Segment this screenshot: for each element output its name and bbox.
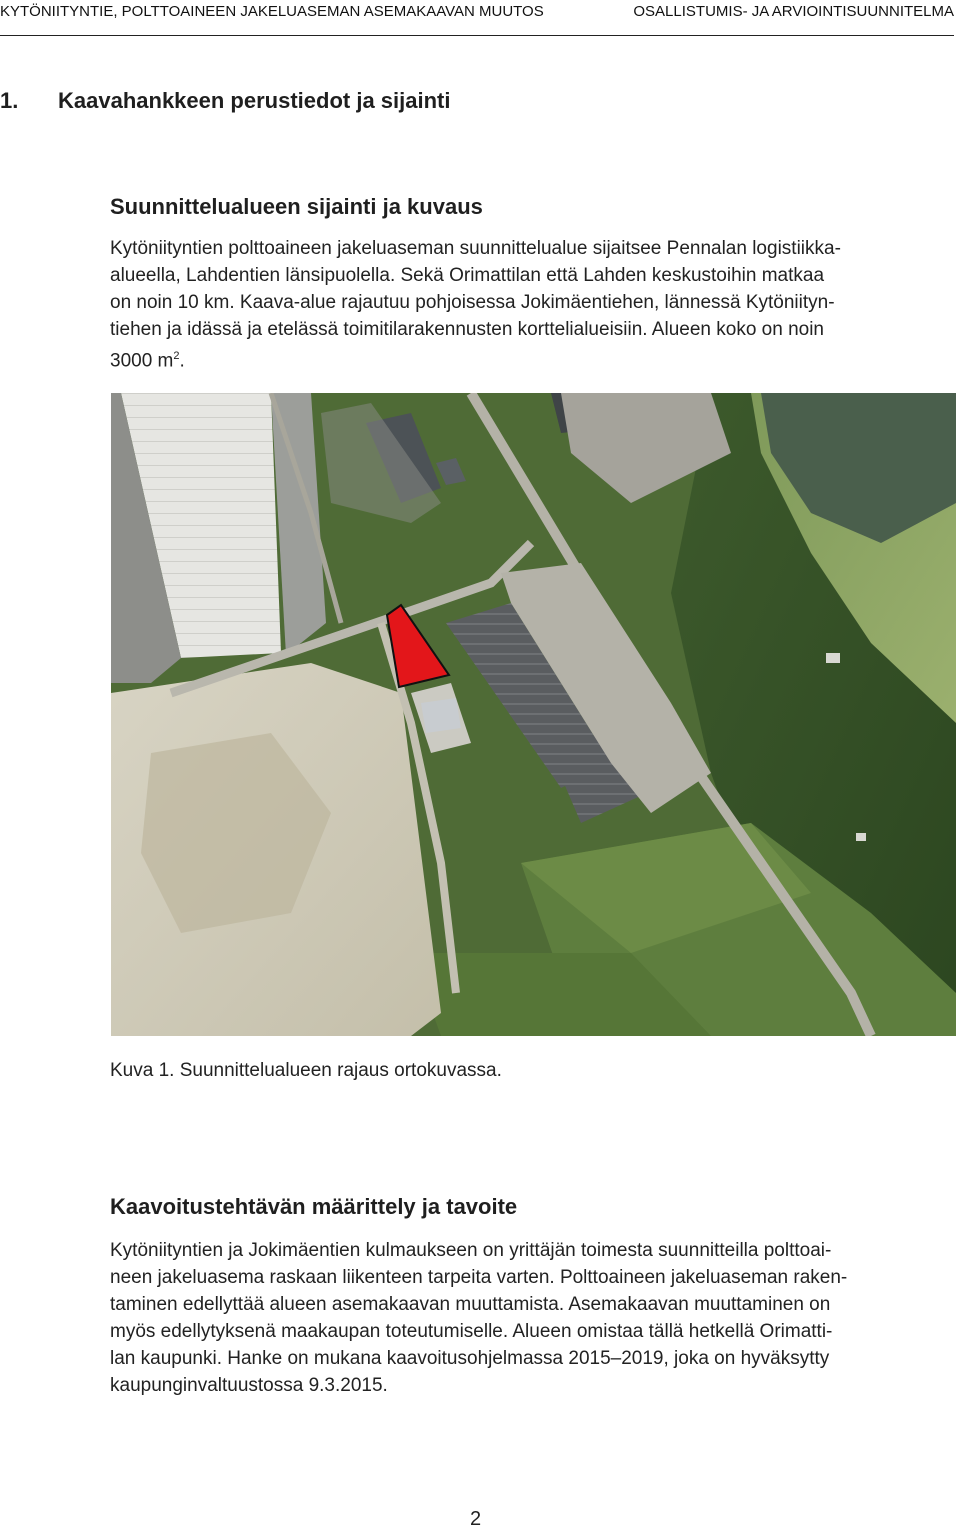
section-heading-objectives: Kaavoitustehtävän määrittely ja tavoite xyxy=(110,1194,518,1219)
paragraph-line-area xyxy=(110,343,841,374)
paragraph-line: myös edellytyksenä maakaupan toteutumiselle. Alueen omistaa tällä hetkellä Orimatti- xyxy=(110,1321,833,1342)
section-heading-location: Suunnittelualueen sijainti ja kuvaus xyxy=(110,194,483,219)
paragraph-line: alueella, Lahdentien länsipuolella. Sekä Orimattilan että Lahden keskustoihin matkaa xyxy=(110,265,825,286)
paragraph-line: lan kaupunki. Hanke on mukana kaavoitusohjelmassa 2015–2019, joka on hyväksytty xyxy=(110,1348,830,1369)
paragraph-line: Kytöniityntien ja Jokimäentien kulmaukseen on yrittäjän toimesta suunnitteilla polttoai- xyxy=(110,1240,832,1261)
header-document-title: KYTÖNIITYNTIE, POLTTOAINEEN JAKELUASEMAN ASEMAKAAVAN MUUTOS xyxy=(0,3,544,20)
chapter-number: 1. xyxy=(0,88,19,113)
area-unit-superscript: 2 xyxy=(173,350,180,362)
paragraph-line: Kytöniityntien polttoaineen jakeluaseman suunnittelualue sijaitsee Pennalan logistiikka- xyxy=(110,238,841,259)
objectives-paragraph xyxy=(110,1237,847,1399)
page-number: 2 xyxy=(470,1508,482,1530)
paragraph-line: neen jakeluasema raskaan liikenteen tarpeita varten. Polttoaineen jakeluaseman raken- xyxy=(110,1267,848,1288)
paragraph-line: kaupunginvaltuustossa 9.3.2015. xyxy=(110,1375,388,1396)
header-document-type: OSALLISTUMIS- JA ARVIOINTISUUNNITELMA xyxy=(633,3,954,20)
area-line-end: . xyxy=(179,350,185,372)
location-description-paragraph xyxy=(110,235,841,374)
header-divider xyxy=(0,35,954,36)
paragraph-line: tiehen ja idässä ja etelässä toimitilarakennusten korttelialueisiin. Alueen koko on noin xyxy=(110,319,824,340)
running-header xyxy=(0,0,960,36)
chapter-title-text: Kaavahankkeen perustiedot ja sijainti xyxy=(58,88,451,113)
chapter-title xyxy=(0,88,450,114)
paragraph-line: taminen edellyttää alueen asemakaavan muuttamista. Asemakaavan muuttaminen on xyxy=(110,1294,831,1315)
paragraph-line: on noin 10 km. Kaava-alue rajautuu pohjoisessa Jokimäentiehen, lännessä Kytöniityn- xyxy=(110,292,835,313)
area-value: 3000 m xyxy=(110,350,174,372)
aerial-orthophoto xyxy=(111,393,956,1036)
figure-caption: Kuva 1. Suunnittelualueen rajaus ortokuvassa. xyxy=(110,1060,502,1081)
